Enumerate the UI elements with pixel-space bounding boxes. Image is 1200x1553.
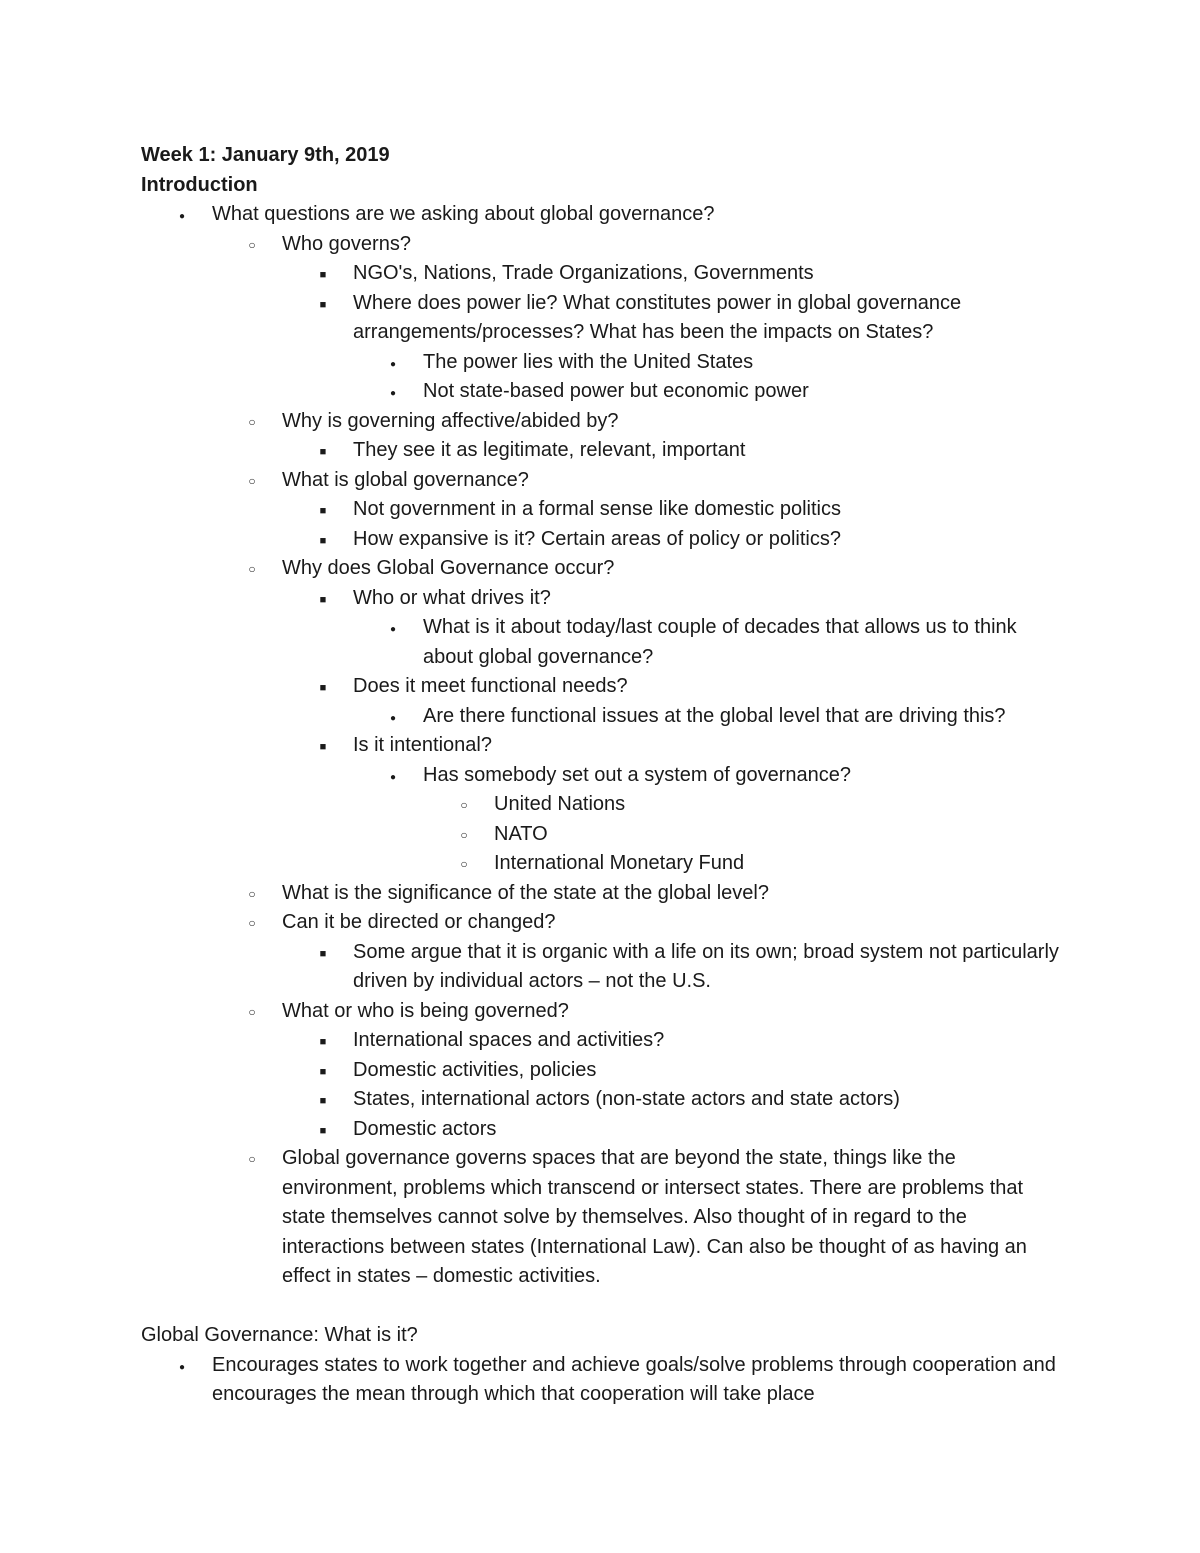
list-item-text: How expansive is it? Certain areas of policy or politics? <box>353 527 841 550</box>
list-item <box>141 820 1061 850</box>
list-item <box>141 1085 1061 1115</box>
list-item-text: International spaces and activities? <box>353 1029 665 1051</box>
square-bullet-icon <box>315 495 331 527</box>
list-item <box>141 1351 1061 1410</box>
disc-bullet-icon <box>174 1351 190 1383</box>
list-item <box>141 348 1061 378</box>
list-item-text: Domestic actors <box>353 1117 497 1140</box>
square-bullet-icon <box>315 584 331 616</box>
disc-bullet-icon <box>385 377 401 409</box>
list-item-text: Can it be directed or changed? <box>282 911 556 933</box>
circle-bullet-icon <box>244 997 260 1028</box>
list-item-text: What is it about today/last couple of decades that allows us to think about global governance? <box>423 616 1017 668</box>
list-item <box>141 289 1061 348</box>
list-item <box>141 1144 1061 1292</box>
document-page <box>141 141 1061 1410</box>
list-item <box>141 731 1061 761</box>
disc-bullet-icon <box>174 200 190 232</box>
list-item-text: Some argue that it is organic with a life on its own; broad system not particularly driven by individual actors – not the U.S. <box>353 940 1059 992</box>
paragraph-gap <box>141 1292 1061 1322</box>
list-item <box>141 761 1061 791</box>
list-item <box>141 584 1061 614</box>
list-item-text: What or who is being governed? <box>282 999 569 1022</box>
circle-bullet-icon <box>244 407 260 438</box>
square-bullet-icon <box>315 672 331 704</box>
list-item <box>141 1056 1061 1086</box>
list-item <box>141 702 1061 732</box>
square-bullet-icon <box>315 938 331 970</box>
list-item-text: States, international actors (non-state actors and state actors) <box>353 1088 900 1110</box>
list-item-text: Encourages states to work together and achieve goals/solve problems through cooperation and encourages the mean through which that cooperation will take place <box>212 1353 1056 1405</box>
list-item-text: Is it intentional? <box>353 734 492 756</box>
list-item <box>141 407 1061 437</box>
circle-bullet-icon <box>244 554 260 585</box>
list-item-text: Does it meet functional needs? <box>353 675 628 697</box>
list-item-text: NATO <box>494 822 548 845</box>
square-bullet-icon <box>315 1085 331 1117</box>
list-item-text: What is global governance? <box>282 468 529 491</box>
list-item-text: Global governance governs spaces that are beyond the state, things like the environment, problems which transcend or intersect states. There are problems that state themselves cannot solve by themselves. Also thought of in regard to the interactions between states (International Law). Can also be thought of as having an effect in states – domestic activities. <box>282 1147 1027 1287</box>
list-item-text: Not state-based power but economic power <box>423 380 809 402</box>
list-item <box>141 1115 1061 1145</box>
square-bullet-icon <box>315 1115 331 1147</box>
circle-bullet-icon <box>244 1144 260 1175</box>
circle-bullet-icon <box>456 820 472 851</box>
list-item-text: Not government in a formal sense like domestic politics <box>353 498 841 520</box>
list-item-text: NGO's, Nations, Trade Organizations, Governments <box>353 262 814 284</box>
circle-bullet-icon <box>244 466 260 497</box>
section-heading-global-governance: Global Governance: What is it? <box>141 1324 418 1346</box>
square-bullet-icon <box>315 731 331 763</box>
list-item <box>141 495 1061 525</box>
disc-bullet-icon <box>385 702 401 734</box>
circle-bullet-icon <box>244 879 260 910</box>
list-item-text: Who governs? <box>282 232 411 255</box>
list-item-text: Where does power lie? What constitutes power in global governance arrangements/processes? What has been the impacts on States? <box>353 291 962 343</box>
list-item <box>141 525 1061 555</box>
list-item <box>141 879 1061 909</box>
outline-list-global-governance <box>141 1351 1061 1410</box>
list-item-text: Has somebody set out a system of governance? <box>423 763 852 786</box>
list-item <box>141 377 1061 407</box>
list-item <box>141 997 1061 1027</box>
list-item <box>141 790 1061 820</box>
page-title: Week 1: January 9th, 2019 <box>141 144 390 166</box>
disc-bullet-icon <box>385 761 401 793</box>
list-item-text: What is the significance of the state at the global level? <box>282 881 769 904</box>
outline-list <box>141 200 1061 1292</box>
list-item <box>141 672 1061 702</box>
disc-bullet-icon <box>385 348 401 380</box>
list-item <box>141 1026 1061 1056</box>
list-item-text: They see it as legitimate, relevant, important <box>353 439 746 461</box>
square-bullet-icon <box>315 289 331 321</box>
square-bullet-icon <box>315 1056 331 1088</box>
square-bullet-icon <box>315 1026 331 1058</box>
list-item-text: Who or what drives it? <box>353 586 551 609</box>
list-item <box>141 908 1061 938</box>
list-item-text: Domestic activities, policies <box>353 1058 597 1081</box>
list-item <box>141 849 1061 879</box>
list-item-text: The power lies with the United States <box>423 350 754 373</box>
list-item <box>141 466 1061 496</box>
circle-bullet-icon <box>244 230 260 261</box>
list-item-text: What questions are we asking about global governance? <box>212 203 715 225</box>
list-item <box>141 554 1061 584</box>
list-item <box>141 200 1061 230</box>
square-bullet-icon <box>315 436 331 468</box>
circle-bullet-icon <box>456 849 472 880</box>
square-bullet-icon <box>315 525 331 557</box>
list-item <box>141 230 1061 260</box>
list-item <box>141 436 1061 466</box>
list-item-text: United Nations <box>494 793 626 815</box>
list-item-text: Why is governing affective/abided by? <box>282 409 619 432</box>
disc-bullet-icon <box>385 613 401 645</box>
list-item-text: Why does Global Governance occur? <box>282 557 615 579</box>
list-item <box>141 938 1061 997</box>
list-item <box>141 259 1061 289</box>
list-item-text: Are there functional issues at the global level that are driving this? <box>423 704 1006 727</box>
list-item-text: International Monetary Fund <box>494 852 745 874</box>
square-bullet-icon <box>315 259 331 291</box>
list-item <box>141 613 1061 672</box>
section-heading-introduction: Introduction <box>141 173 258 196</box>
circle-bullet-icon <box>244 908 260 939</box>
circle-bullet-icon <box>456 790 472 821</box>
